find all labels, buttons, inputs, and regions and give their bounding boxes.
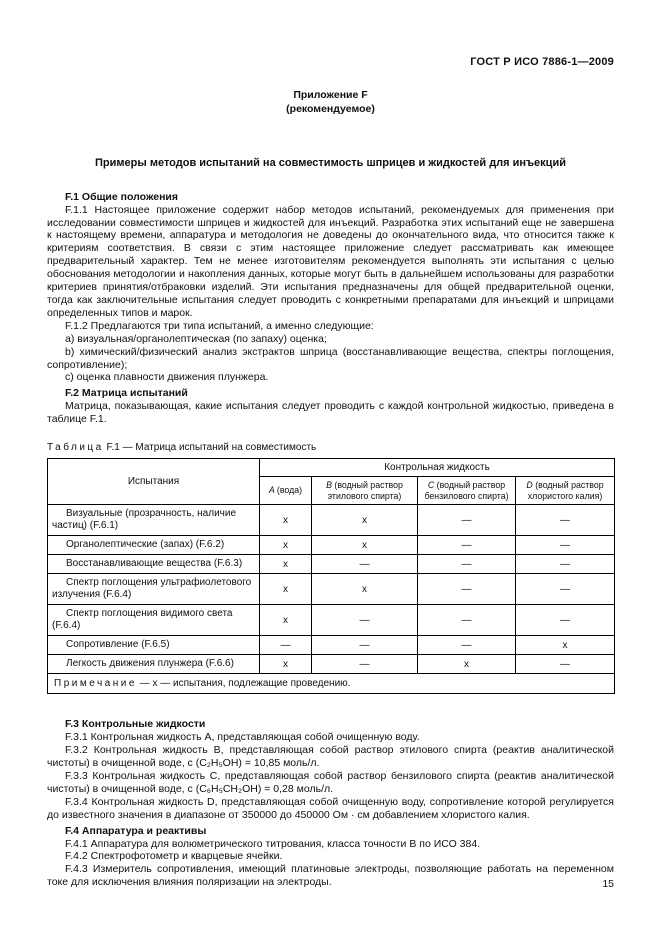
list-item-b: b) химический/физический анализ экстрактов шприца (восстанавливающие вещества, спектры поглощения, сопротивление); (47, 345, 614, 371)
value-cell: — (312, 555, 418, 574)
value-cell: x (260, 574, 312, 605)
table-note (48, 674, 615, 694)
value-cell: — (260, 636, 312, 655)
value-cell: — (516, 536, 615, 555)
value-cell: x (260, 655, 312, 674)
annex-heading (47, 88, 614, 116)
paragraph-f2: Матрица, показывающая, какие испытания следует проводить с каждой контрольной жидкостью, приведена в таблице F.1. (47, 400, 614, 426)
table-column-header: A (вода) (260, 477, 312, 505)
document-number: ГОСТ Р ИСО 7886-1—2009 (470, 56, 614, 68)
paragraph-f41: F.4.1 Аппаратура для волюметрического титрования, класса точности B по ИСО 384. (65, 837, 481, 850)
table-caption-label: Таблица (47, 442, 104, 454)
compatibility-matrix-table (47, 458, 615, 694)
value-cell: — (516, 655, 615, 674)
test-name-cell: Легкость движения плунжера (F.6.6) (48, 655, 260, 674)
value-cell: — (418, 536, 516, 555)
annex-title: Приложение F (293, 89, 368, 101)
table-note-row (48, 674, 615, 694)
table-header-group: Контрольная жидкость (260, 459, 615, 477)
value-cell: — (516, 574, 615, 605)
note-text: — x — испытания, подлежащие проведению. (139, 678, 351, 690)
table-column-header: D (водный раствор хлористого калия) (516, 477, 615, 505)
page-title: Примеры методов испытаний на совместимость шприцев и жидкостей для инъекций (95, 157, 566, 170)
paragraph-f34: F.3.4 Контрольная жидкость D, представляющая собой очищенную воду, сопротивление которой регулируется до известного значения в диапазоне от 350000 до 450000 Ом · см добавлением хлористого калия. (47, 795, 614, 821)
table-row (48, 655, 615, 674)
value-cell: — (418, 555, 516, 574)
test-name-cell: Восстанавливающие вещества (F.6.3) (48, 555, 260, 574)
page-number: 15 (602, 878, 614, 890)
value-cell: — (516, 555, 615, 574)
test-name-cell: Органолептические (запах) (F.6.2) (48, 536, 260, 555)
table-row (48, 636, 615, 655)
test-name-cell: Спектр поглощения ультрафиолетового излучения (F.6.4) (48, 574, 260, 605)
value-cell: x (312, 536, 418, 555)
value-cell: — (418, 605, 516, 636)
list-item-a: a) визуальная/органолептическая (по запаху) оценка; (65, 332, 327, 345)
table-caption-text: F.1 — Матрица испытаний на совместимость (106, 442, 317, 454)
value-cell: x (260, 505, 312, 536)
value-cell: — (312, 605, 418, 636)
paragraph-f32: F.3.2 Контрольная жидкость B, представляющая собой раствор этилового спирта (реактив аналитической чистоты) в очищенной воде, с (C₂H₅OH) = 10,85 моль/л. (47, 744, 614, 770)
value-cell: x (312, 505, 418, 536)
value-cell: — (516, 605, 615, 636)
paragraph-f11: F.1.1 Настоящее приложение содержит набор методов испытаний, рекомендуемых для применения при исследовании совместимости шприцев и жидкостей для инъекций. Разработка этих испытаний еще не завершена к настоящему времени, аппаратура и методология не доведены до окончательного вида, что относится также к критериям соответствия. В связи с этим настоящее приложение следует рассматривать как имеющее предварительный характер. Тем не менее изготовителям рекомендуется выполнять эти испытания с целью обоснования методологии и накопления данных, которые могут быть в дальнейшем использованы для разработки критериев принятия/отбраковки изделий. Эти испытания предназначены для общей предварительной оценки, тогда как заключительные испытания следует проводить с конкретными препаратами для инъекций и шприцами определенных типов и марок. (47, 203, 614, 319)
value-cell: — (312, 655, 418, 674)
value-cell: x (418, 655, 516, 674)
table-caption (47, 442, 614, 453)
note-label: Примечание (54, 678, 137, 690)
table-row (48, 536, 615, 555)
paragraph-f43: F.4.3 Измеритель сопротивления, имеющий платиновые электроды, позволяющие работать на переменном токе для исключения влияния поляризации на электроды. (47, 863, 614, 889)
table-header-tests: Испытания (48, 459, 260, 505)
section-heading-f2: F.2 Матрица испытаний (65, 387, 188, 400)
value-cell: — (418, 636, 516, 655)
paragraph-f42: F.4.2 Спектрофотометр и кварцевые ячейки. (65, 850, 283, 863)
test-name-cell: Спектр поглощения видимого света (F.6.4) (48, 605, 260, 636)
value-cell: — (516, 505, 615, 536)
test-name-cell: Визуальные (прозрачность, наличие частиц) (F.6.1) (48, 505, 260, 536)
value-cell: x (260, 536, 312, 555)
table-header-row-1 (48, 459, 615, 477)
value-cell: — (418, 505, 516, 536)
section-heading-f3: F.3 Контрольные жидкости (65, 718, 206, 731)
table-row (48, 555, 615, 574)
value-cell: — (418, 574, 516, 605)
table-row (48, 605, 615, 636)
section-heading-f1: F.1 Общие положения (65, 190, 179, 203)
annex-subtitle: (рекомендуемое) (286, 103, 375, 116)
list-item-c: c) оценка плавности движения плунжера. (65, 371, 269, 384)
table-column-header: C (водный раствор бензилового спирта) (418, 477, 516, 505)
table-row (48, 505, 615, 536)
paragraph-f12: F.1.2 Предлагаются три типа испытаний, а именно следующие: (65, 319, 374, 332)
value-cell: x (516, 636, 615, 655)
value-cell: x (260, 555, 312, 574)
paragraph-f33: F.3.3 Контрольная жидкость C, представляющая собой раствор бензилового спирта (реактив аналитической чистоты) в очищенной воде, с (C₆H₅CH₂OH) = 0,28 моль/л. (47, 769, 614, 795)
paragraph-f31: F.3.1 Контрольная жидкость A, представляющая собой очищенную воду. (65, 731, 420, 744)
table-column-header: B (водный раствор этилового спирта) (312, 477, 418, 505)
value-cell: x (312, 574, 418, 605)
test-name-cell: Сопротивление (F.6.5) (48, 636, 260, 655)
section-heading-f4: F.4 Аппаратура и реактивы (65, 824, 207, 837)
table-row (48, 574, 615, 605)
value-cell: — (312, 636, 418, 655)
value-cell: x (260, 605, 312, 636)
